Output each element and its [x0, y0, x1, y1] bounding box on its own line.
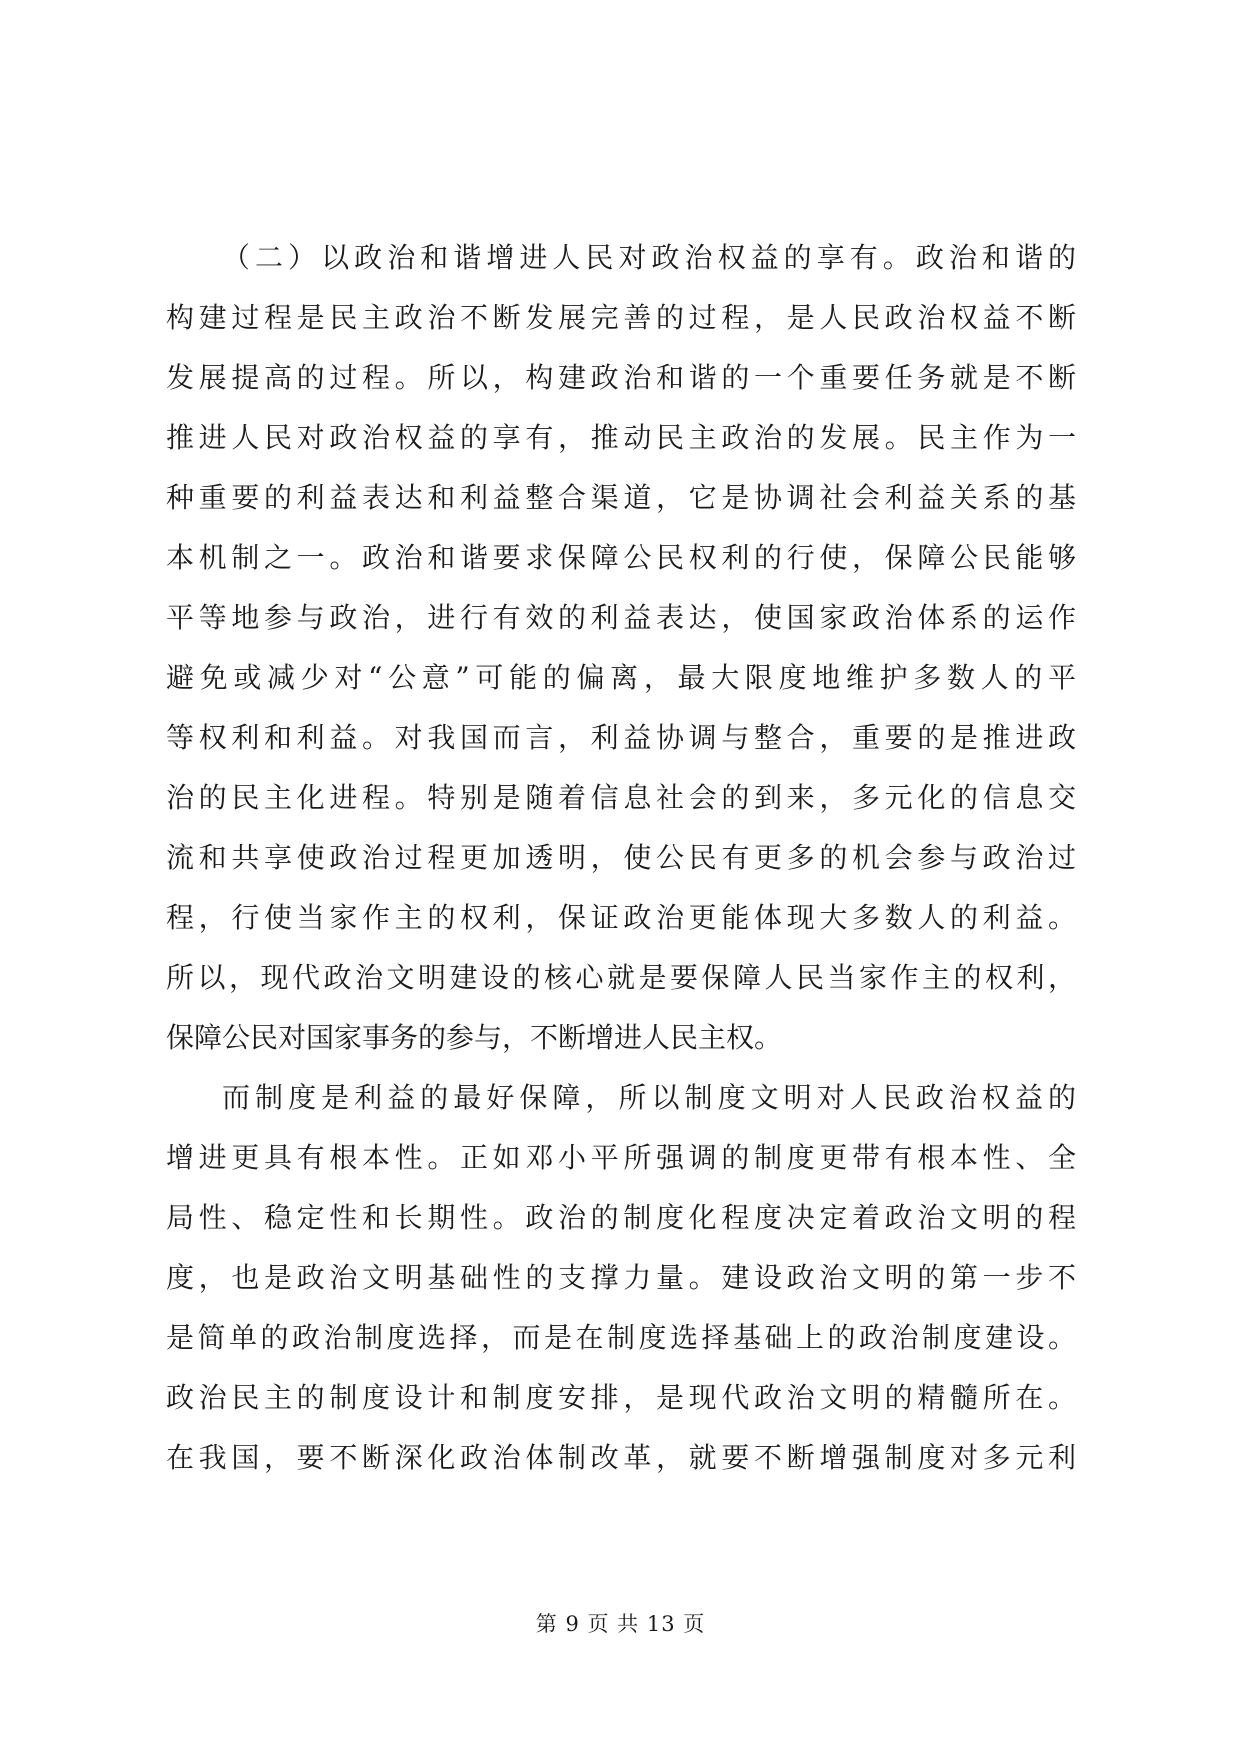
text-line: 避免或减少对“公意”可能的偏离，最大限度地维护多数人的平: [166, 661, 1076, 694]
text-line: 种重要的利益表达和利益整合渠道，它是协调社会利益关系的基: [166, 481, 1076, 514]
text-line: 平等地参与政治，进行有效的利益表达，使国家政治体系的运作: [166, 601, 1076, 634]
paragraph-2: [166, 1068, 1076, 1488]
text-line: 推进人民对政治权益的享有，推动民主政治的发展。民主作为一: [166, 421, 1076, 454]
text-line: 在我国，要不断深化政治体制改革，就要不断增强制度对多元利: [166, 1441, 1076, 1474]
text-line: 流和共享使政治过程更加透明，使公民有更多的机会参与政治过: [166, 841, 1076, 874]
text-line: 是简单的政治制度选择，而是在制度选择基础上的政治制度建设。: [166, 1321, 1076, 1354]
text-line: 构建过程是民主政治不断发展完善的过程，是人民政治权益不断: [166, 301, 1076, 334]
text-line: 所以，现代政治文明建设的核心就是要保障人民当家作主的权利，: [166, 961, 1076, 994]
paragraph-1: [166, 228, 1076, 1068]
text-line: 增进更具有根本性。正如邓小平所强调的制度更带有根本性、全: [166, 1141, 1076, 1174]
text-line: 保障公民对国家事务的参与，不断增进人民主权。: [166, 1021, 783, 1054]
text-line: 治的民主化进程。特别是随着信息社会的到来，多元化的信息交: [166, 781, 1076, 814]
text-line: 程，行使当家作主的权利，保证政治更能体现大多数人的利益。: [166, 901, 1076, 934]
page-number-footer: 第 9 页 共 13 页: [535, 1612, 706, 1636]
text-line: 发展提高的过程。所以，构建政治和谐的一个重要任务就是不断: [166, 361, 1076, 394]
text-line: 本机制之一。政治和谐要求保障公民权利的行使，保障公民能够: [166, 541, 1076, 574]
text-line: 政治民主的制度设计和制度安排，是现代政治文明的精髓所在。: [166, 1381, 1076, 1414]
text-line: 度，也是政治文明基础性的支撑力量。建设政治文明的第一步不: [166, 1261, 1076, 1294]
text-line: （二）以政治和谐增进人民对政治权益的享有。政治和谐的: [222, 241, 1076, 274]
body-text: [166, 228, 1076, 1488]
text-line: 等权利和利益。对我国而言，利益协调与整合，重要的是推进政: [166, 721, 1076, 754]
text-line: 局性、稳定性和长期性。政治的制度化程度决定着政治文明的程: [166, 1201, 1076, 1234]
text-line: 而制度是利益的最好保障，所以制度文明对人民政治权益的: [222, 1081, 1076, 1114]
